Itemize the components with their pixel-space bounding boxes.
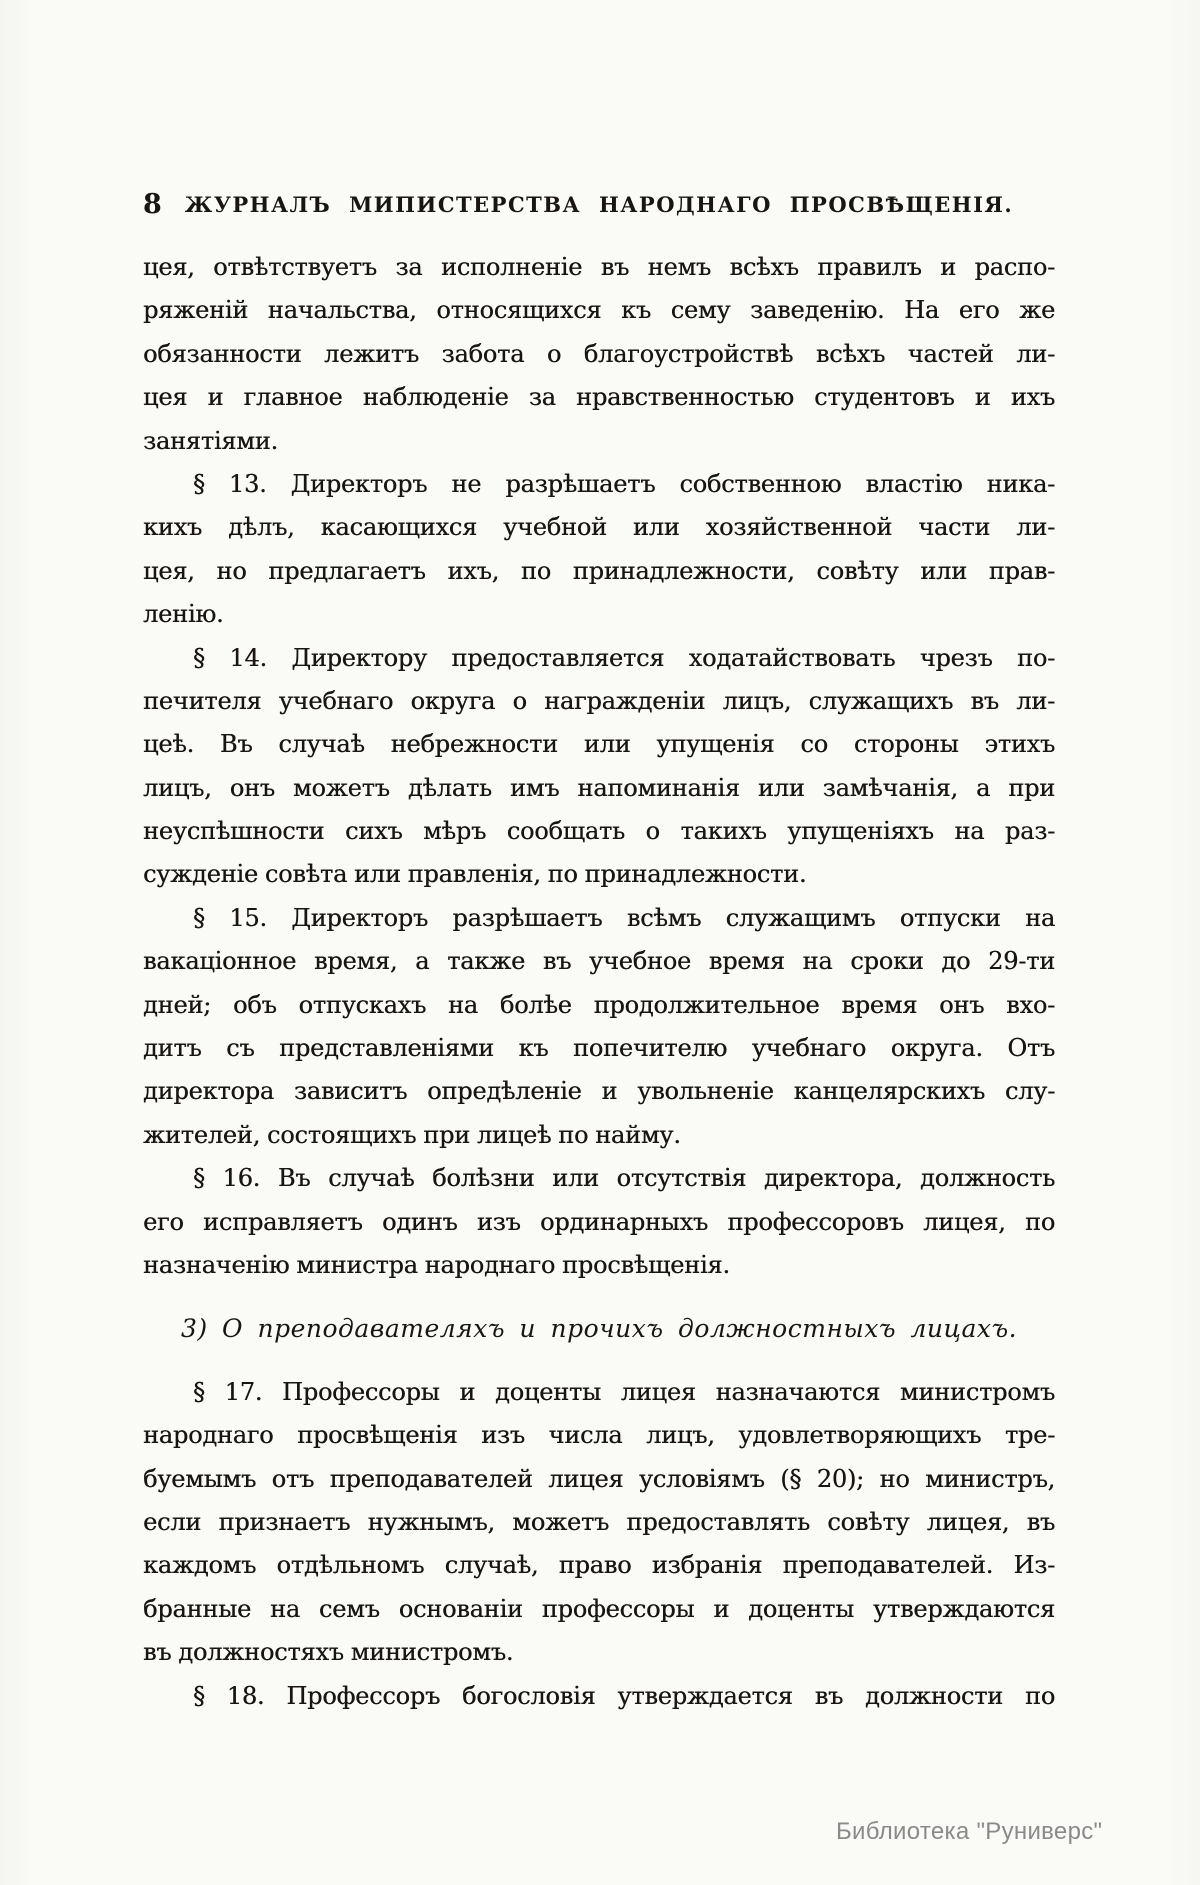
paragraph-continuation	[143, 246, 1055, 463]
page-body	[143, 246, 1055, 1718]
section-heading: 3) О преподавателяхъ и прочихъ должностныхъ лицахъ.	[180, 1314, 1018, 1344]
text-line: § 17. Профессоры и доценты лицея назначаются министромъ	[193, 1377, 1055, 1406]
journal-running-title: ЖУРНАЛЪ МИПИСТЕРСТВА НАРОДНАГО ПРОСВѢЩЕНІЯ.	[184, 192, 1014, 217]
paragraph-section-18	[143, 1675, 1055, 1718]
text-line: § 13. Директоръ не разрѣшаетъ собственною властію ника-	[193, 469, 1055, 498]
text-line: вакаціонное время, а также въ учебное время на сроки до 29-ти	[143, 947, 1055, 976]
paragraph-section-13	[143, 463, 1055, 637]
text-line: цея и главное наблюденіе за нравственностью студентовъ и ихъ	[143, 383, 1055, 412]
text-line: § 16. Въ случаѣ болѣзни или отсутствія директора, должность	[193, 1164, 1055, 1193]
text-line: его исправляетъ одинъ изъ ординарныхъ профессоровъ лицея, по	[143, 1207, 1055, 1236]
text-line: обязанности лежитъ забота о благоустройствѣ всѣхъ частей ли-	[143, 339, 1055, 368]
text-line: печителя учебнаго округа о награжденіи лицъ, служащихъ въ ли-	[143, 686, 1055, 715]
text-line: сужденіе совѣта или правленія, по принадлежности.	[143, 860, 807, 889]
page-number: 8	[143, 189, 162, 220]
text-line: § 14. Директору предоставляется ходатайствовать чрезъ по-	[193, 643, 1055, 672]
text-line: ряженій начальства, относящихся къ сему заведенію. На его же	[143, 296, 1055, 325]
text-line: въ должностяхъ министромъ.	[143, 1638, 514, 1667]
text-line: жителей, состоящихъ при лицеѣ по найму.	[143, 1120, 681, 1149]
text-line: бранные на семъ основаніи профессоры и доценты утверждаются	[143, 1594, 1055, 1623]
text-line: народнаго просвѣщенія изъ числа лицъ, удовлетворяющихъ тре-	[143, 1421, 1055, 1450]
text-line: лицъ, онъ можетъ дѣлать имъ напоминанія или замѣчанія, а при	[143, 773, 1055, 802]
text-line: кихъ дѣлъ, касающихся учебной или хозяйственной части ли-	[143, 513, 1055, 542]
paragraph-section-14	[143, 637, 1055, 897]
text-line: цея, но предлагаетъ ихъ, по принадлежности, совѣту или прав-	[143, 556, 1055, 585]
text-line: неуспѣшности сихъ мѣръ сообщать о такихъ упущеніяхъ на раз-	[143, 817, 1055, 846]
text-line: буемымъ отъ преподавателей лицея условіямъ (§ 20); но министръ,	[143, 1464, 1055, 1493]
text-line: ленію.	[143, 600, 224, 629]
text-line: § 15. Директоръ разрѣшаетъ всѣмъ служащимъ отпуски на	[193, 903, 1055, 932]
page-header	[143, 188, 1055, 222]
text-line: директора зависитъ опредѣленіе и увольненіе канцелярскихъ слу-	[143, 1077, 1055, 1106]
text-line: § 18. Профессоръ богословія утверждается въ должности по	[193, 1681, 1055, 1710]
paragraph-section-15	[143, 897, 1055, 1157]
paragraph-section-16	[143, 1157, 1055, 1287]
text-line: цея, отвѣтствуетъ за исполненіе въ немъ всѣхъ правилъ и распо-	[143, 253, 1055, 281]
paragraph-section-17	[143, 1371, 1055, 1675]
text-line: каждомъ отдѣльномъ случаѣ, право избранія преподавателей. Из-	[143, 1551, 1055, 1580]
text-line: если признаетъ нужнымъ, можетъ предоставлять совѣту лицея, въ	[143, 1507, 1055, 1536]
text-line: занятіями.	[143, 426, 278, 455]
text-line: дней; объ отпускахъ на болѣе продолжительное время онъ вхо-	[143, 990, 1055, 1019]
text-line: цеѣ. Въ случаѣ небрежности или упущенія со стороны этихъ	[143, 730, 1055, 759]
text-line: назначенію министра народнаго просвѣщенія.	[143, 1250, 730, 1279]
library-watermark: Библиотека "Руниверс"	[836, 1818, 1103, 1845]
text-line: дитъ съ представленіями къ попечителю учебнаго округа. Отъ	[143, 1034, 1055, 1063]
